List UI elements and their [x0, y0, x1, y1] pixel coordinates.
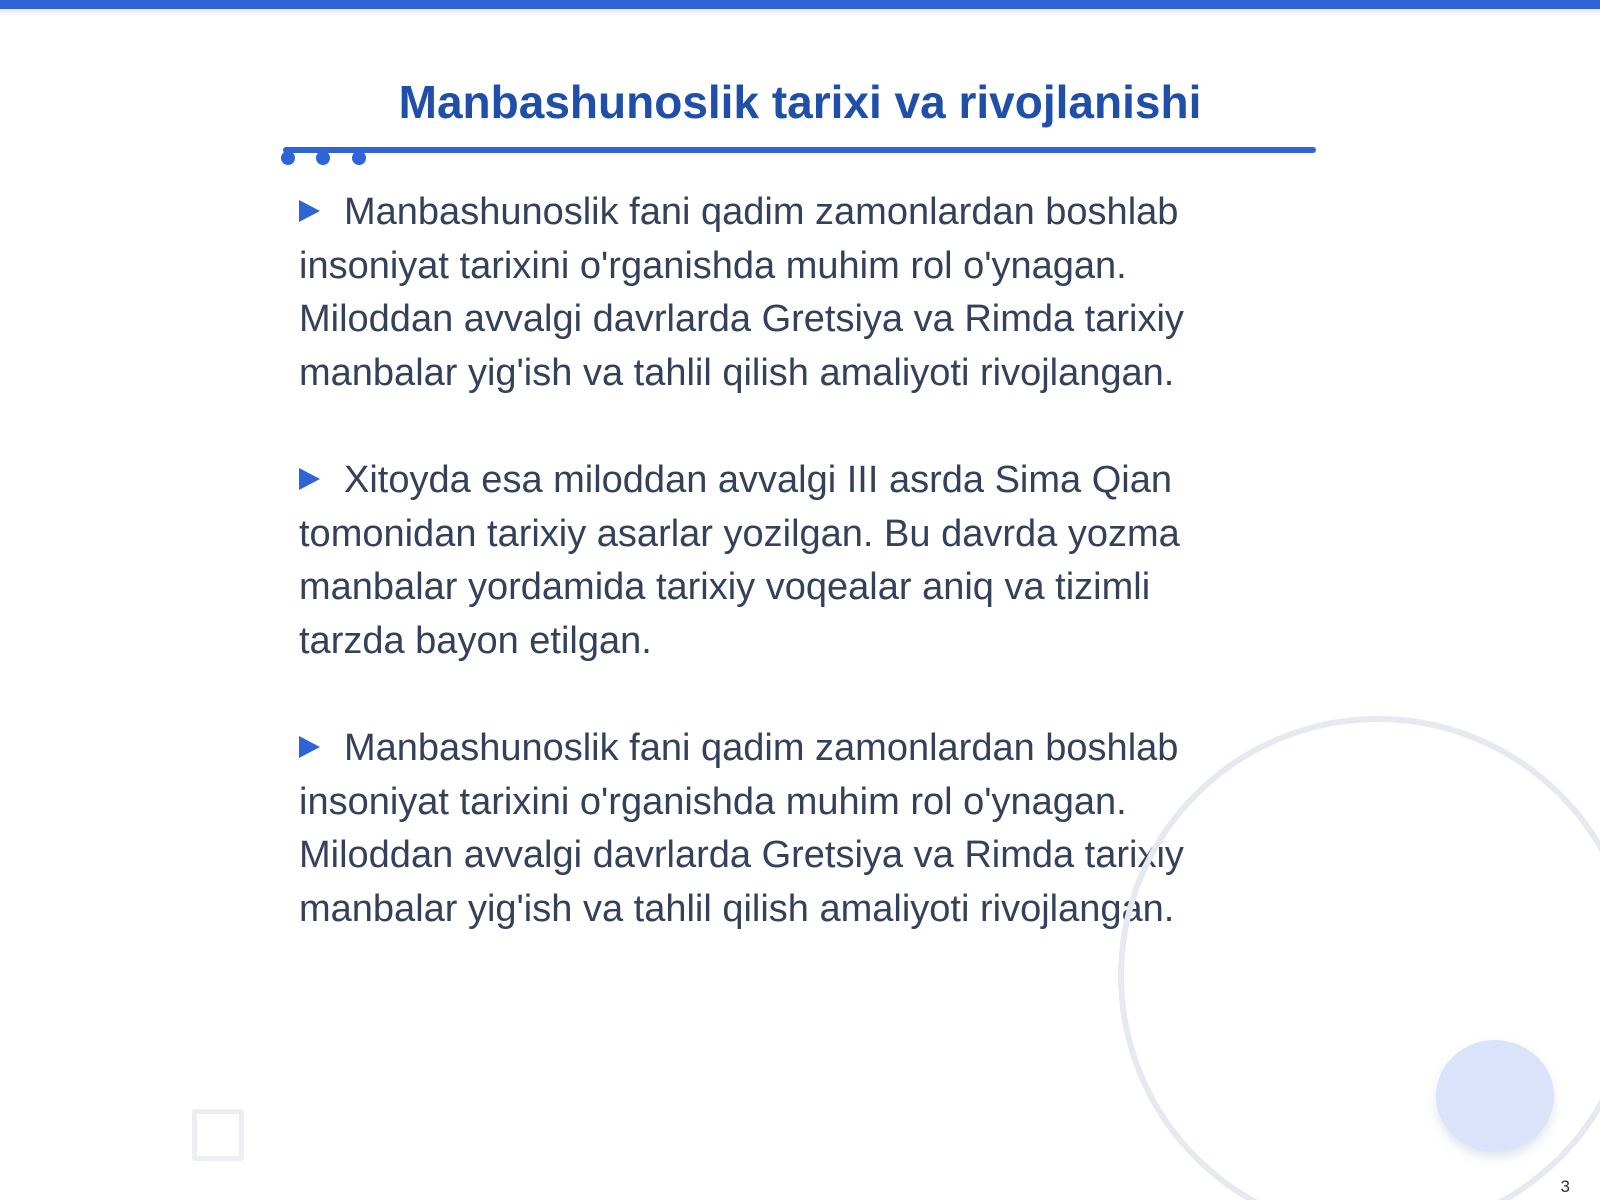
title-underline [283, 147, 1316, 153]
bullet-list [299, 186, 1259, 990]
page-number: 3 [1560, 1177, 1570, 1196]
decorative-circle [1436, 1040, 1554, 1152]
top-accent-bar [0, 0, 1600, 9]
title-underline-dot [352, 151, 366, 165]
bullet-item [299, 454, 1259, 668]
bullet-text: Manbashunoslik fani qadim zamonlardan boshlab insoniyat tarixini o'rganishda muhim rol o'ynagan. Miloddan avvalgi davrlarda Gretsiya va Rimda tarixiy manbalar yig'ish va tahlil qilish amaliyoti rivojlangan. [299, 191, 1184, 394]
bullet-item [299, 186, 1259, 400]
triangle-right-icon [299, 736, 320, 758]
title-underline-dot [316, 151, 330, 165]
triangle-right-icon [299, 468, 320, 490]
title-underline-dot [281, 151, 295, 165]
bullet-item [299, 722, 1259, 936]
slide-title: Manbashunoslik tarixi va rivojlanishi [398, 76, 1202, 128]
triangle-right-icon [299, 200, 320, 222]
decorative-square [192, 1109, 244, 1161]
bullet-text: Xitoyda esa miloddan avvalgi III asrda Sima Qian tomonidan tarixiy asarlar yozilgan. Bu davrda yozma manbalar yordamida tarixiy voqealar aniq va tizimli tarzda bayon etilgan. [299, 459, 1180, 662]
top-bar-shadow [0, 9, 1600, 17]
bullet-text: Manbashunoslik fani qadim zamonlardan boshlab insoniyat tarixini o'rganishda muhim rol o'ynagan. Miloddan avvalgi davrlarda Gretsiya va Rimda tarixiy manbalar yig'ish va tahlil qilish amaliyoti rivojlangan. [299, 727, 1184, 930]
